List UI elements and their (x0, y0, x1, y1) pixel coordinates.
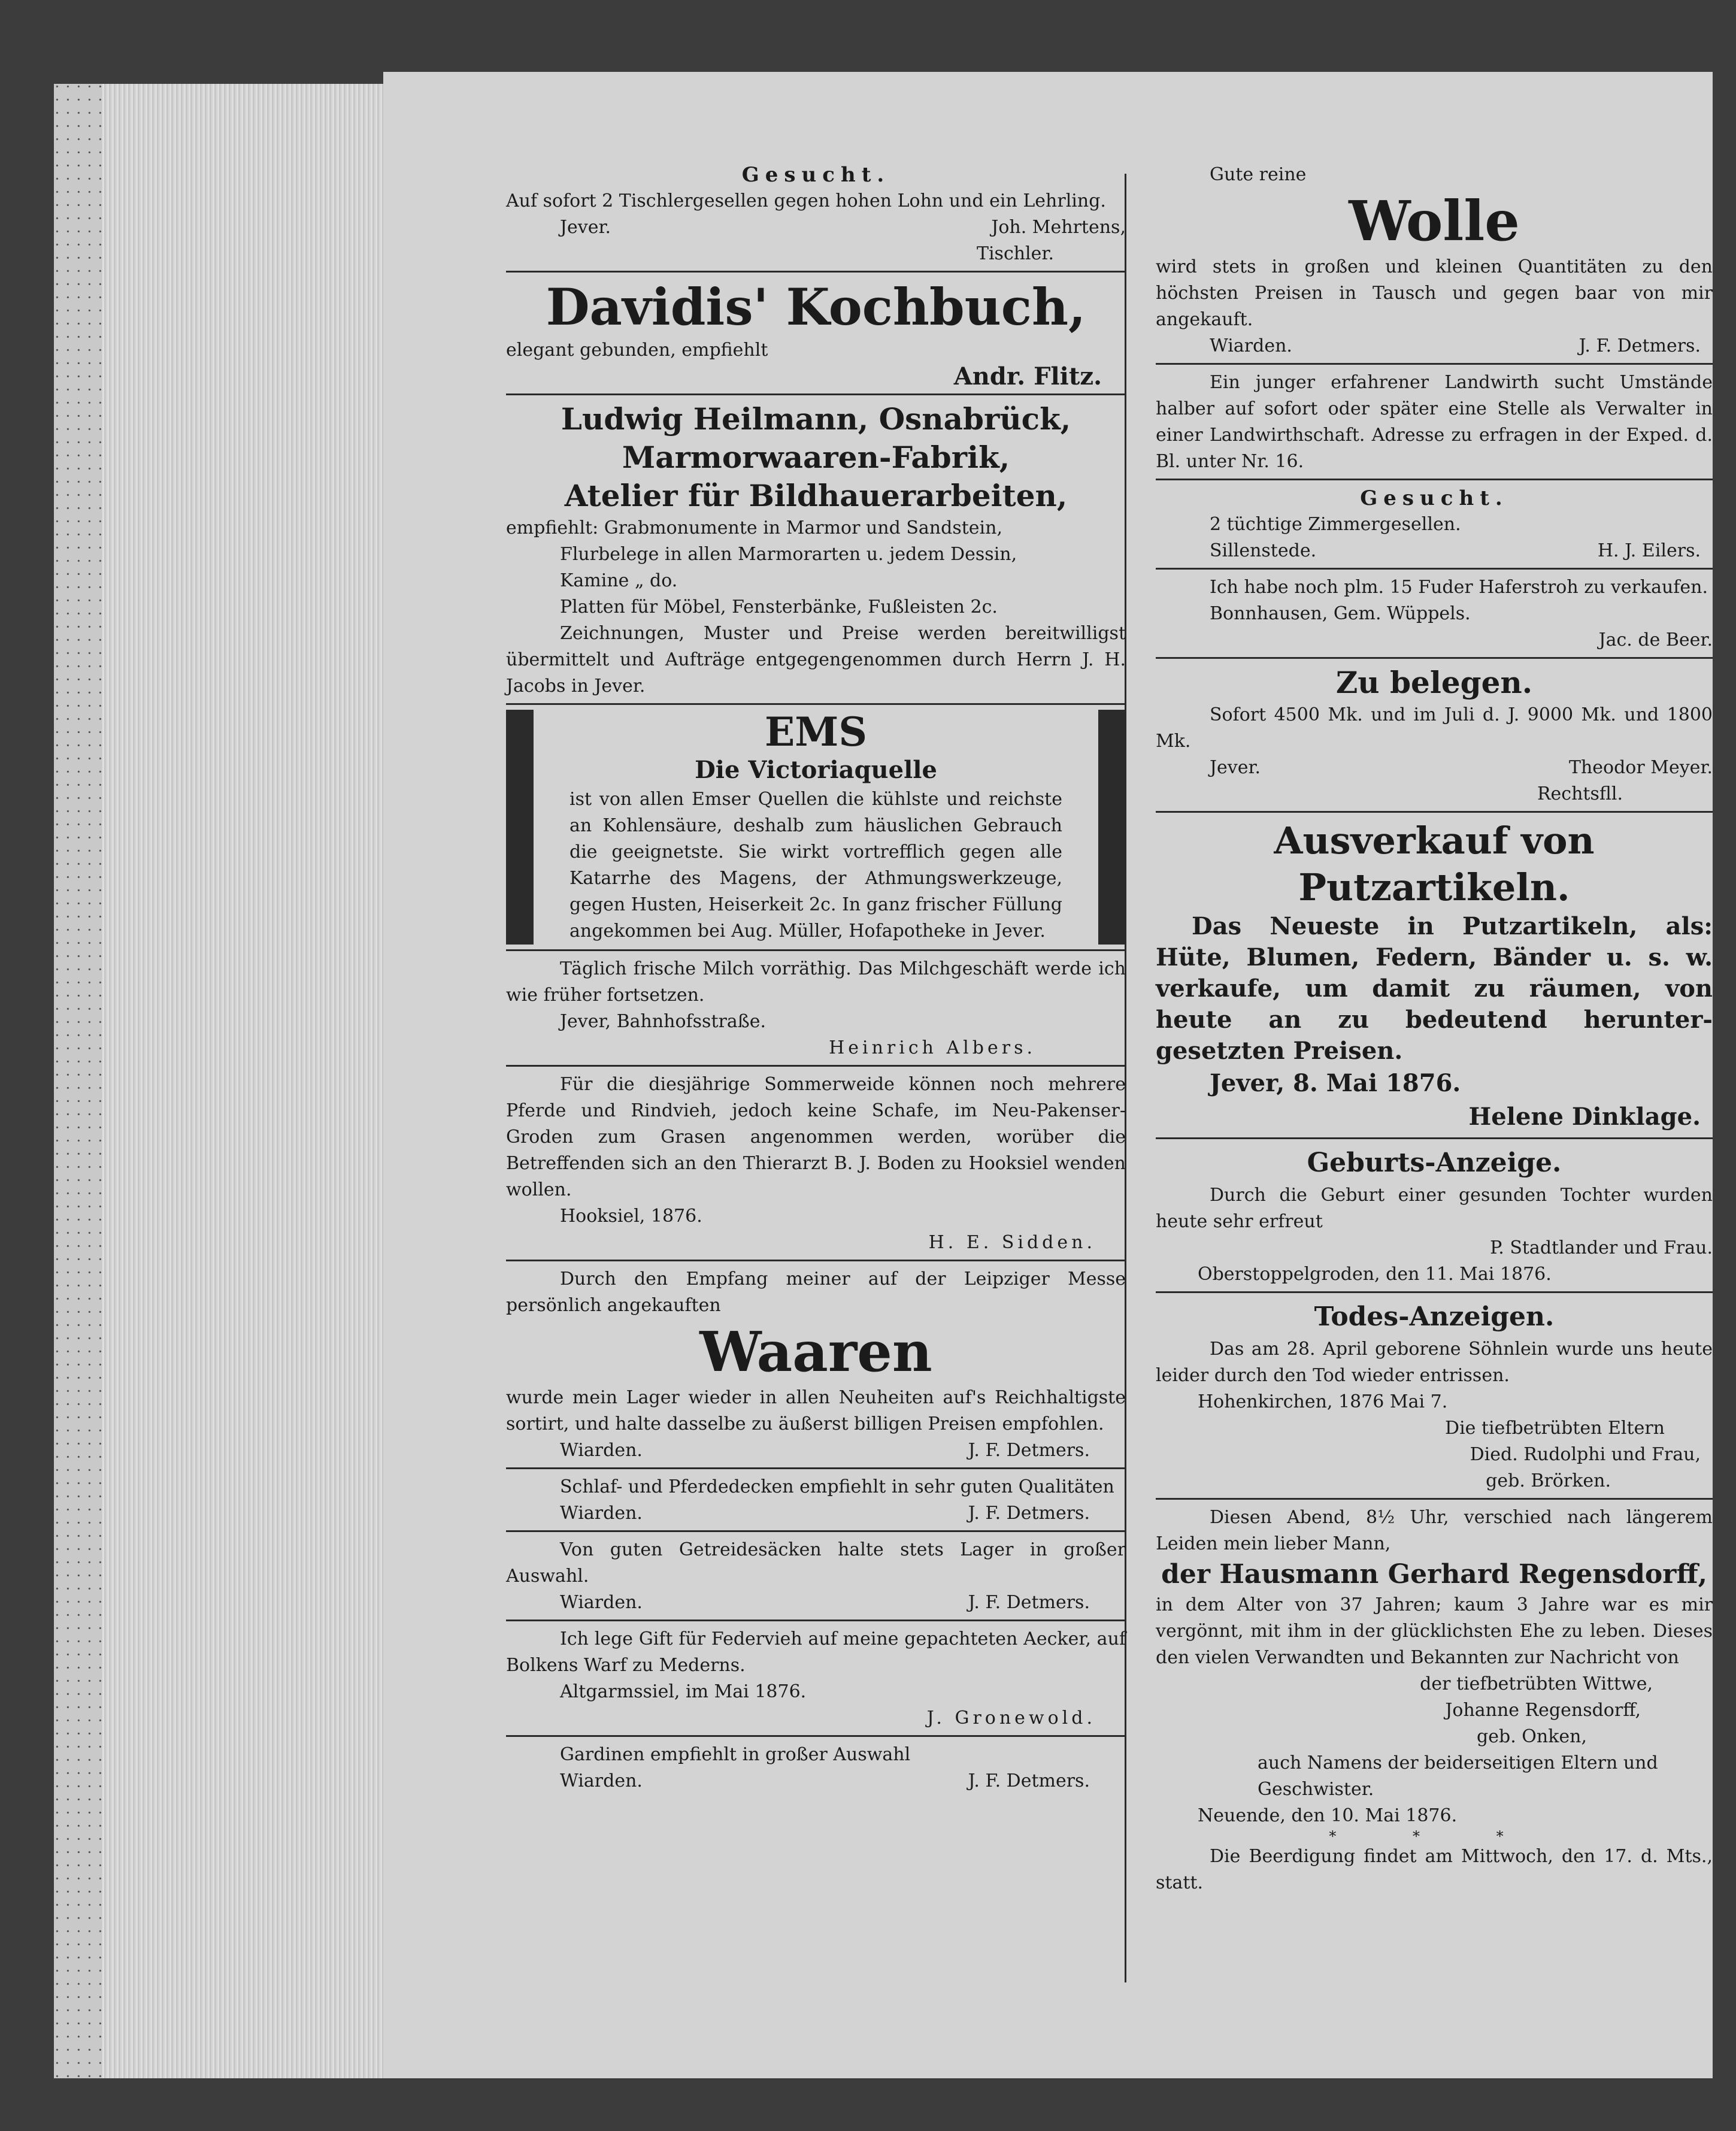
ad-heading: Geburts-Anzeige. (1307, 1148, 1562, 1178)
ad-wolle (1156, 162, 1713, 359)
divider (1156, 1137, 1713, 1139)
ad-signature: geb. Brörken. (1486, 1470, 1611, 1491)
ad-name: der Hausmann Gerhard Regensdorff, (1161, 1559, 1707, 1590)
ad-place: Bonnhausen, Gem. Wüppels. (1210, 603, 1471, 624)
ad-text: Ich habe noch plm. 15 Fuder Haferstroh zu verkaufen. (1210, 577, 1708, 598)
right-column (1156, 162, 1713, 1896)
ad-text: 2 tüchtige Zimmergesellen. (1210, 514, 1461, 535)
divider (506, 1735, 1126, 1737)
ad-ems-victoriaquelle (506, 710, 1126, 945)
ad-waaren (506, 1266, 1126, 1464)
ad-signature-title: Tischler. (976, 243, 1054, 264)
ad-text: Platten für Möbel, Fensterbänke, Fußleisten 2c. (560, 597, 998, 617)
ad-signature: Johanne Regensdorff, (1445, 1700, 1641, 1721)
ad-text: wurde mein Lager wieder in allen Neuheiten auf's Reichhaltigste sortirt, und halte dasselbe zu äußerst billigen Preisen empfohlen. (506, 1387, 1126, 1434)
ad-text: Diesen Abend, 8½ Uhr, verschied nach längerem Leiden mein lieber Mann, (1156, 1507, 1713, 1554)
ad-text: Kamine „ do. (560, 570, 678, 591)
ad-place: Wiarden. (1210, 335, 1292, 356)
ad-gardinen (506, 1742, 1126, 1794)
divider (506, 1467, 1126, 1469)
ad-signature: J. F. Detmers. (968, 1770, 1090, 1791)
ad-signature: Helene Dinklage. (1468, 1103, 1701, 1131)
ad-footer (506, 1768, 1126, 1794)
ad-title-line-1: Ludwig Heilmann, Osnabrück, (561, 401, 1071, 437)
ad-signature: der tiefbetrübten Wittwe, (1420, 1673, 1653, 1694)
ad-date: Hohenkirchen, 1876 Mai 7. (1198, 1391, 1448, 1412)
newspaper-page (383, 72, 1713, 2078)
ad-gift (506, 1626, 1126, 1732)
ad-footer (1156, 755, 1713, 781)
divider (1156, 1291, 1713, 1293)
ad-signature: P. Stadtlander und Frau. (1490, 1237, 1713, 1258)
ad-sommerweide (506, 1071, 1126, 1256)
ad-zu-belegen (1156, 664, 1713, 807)
ad-text: Schlaf- und Pferdedecken empfiehlt in sehr guten Qualitäten (560, 1476, 1114, 1497)
ad-geburts-anzeige (1156, 1144, 1713, 1288)
ad-heading: Gesucht. (1360, 486, 1508, 510)
divider (506, 1065, 1126, 1067)
ad-heading: Zu belegen. (1335, 665, 1533, 700)
divider (506, 949, 1126, 951)
ad-signature: J. Gronewold. (926, 1708, 1096, 1729)
ad-text: Gardinen empfiehlt in großer Auswahl (560, 1744, 911, 1765)
ad-text: Ich lege Gift für Federvieh auf meine gepachteten Aecker, auf Bolkens Warf zu Mederns. (506, 1628, 1126, 1676)
ad-todes-anzeigen (1156, 1298, 1713, 1494)
ad-title-line-3: Atelier für Bildhauerarbeiten, (564, 478, 1068, 513)
ad-text: empfiehlt: Grabmonumente in Marmor und Sandstein, (506, 517, 1002, 538)
ad-decken (506, 1474, 1126, 1527)
divider (506, 393, 1126, 395)
ad-place: Hooksiel, 1876. (560, 1206, 702, 1227)
ad-heading: Todes-Anzeigen. (1314, 1301, 1555, 1332)
ad-pretitle: Gute reine (1210, 164, 1307, 185)
ad-signature: J. F. Detmers. (1579, 335, 1701, 356)
ad-milch (506, 956, 1126, 1061)
ad-signature: auch Namens der beiderseitigen Eltern und Geschwister. (1258, 1752, 1658, 1800)
ad-text: Durch die Geburt einer gesunden Tochter wurden heute sehr erfreut (1156, 1185, 1713, 1232)
ad-signature: Die tiefbetrübten Eltern (1445, 1418, 1665, 1439)
ad-footer (506, 1500, 1126, 1527)
ad-text: elegant gebunden, empfiehlt (506, 340, 768, 361)
ad-stars: * * * (1329, 1828, 1540, 1845)
ad-signature: Joh. Mehrtens, (991, 217, 1126, 238)
book-page-edges (54, 84, 413, 2078)
ad-date: Oberstoppelgroden, den 11. Mai 1876. (1198, 1264, 1552, 1285)
ad-place: Wiarden. (560, 1503, 643, 1524)
ad-text: Von guten Getreidesäcken halte stets Lager in großer Auswahl. (506, 1539, 1126, 1587)
divider (1156, 811, 1713, 813)
ad-title: Davidis' Kochbuch, (546, 277, 1086, 337)
ad-subtitle: Die Victoriaquelle (695, 756, 937, 784)
ad-signature: Theodor Meyer. (1568, 757, 1713, 778)
ad-text: Täglich frische Milch vorräthig. Das Milchgeschäft werde ich wie früher fortsetzen. (506, 958, 1126, 1006)
ad-text: Die Beerdigung findet am Mittwoch, den 17. d. Mts., statt. (1156, 1846, 1713, 1893)
ad-haferstroh (1156, 574, 1713, 653)
ad-title: Ausverkauf von Putzartikeln. (1274, 819, 1595, 909)
ad-landwirth (1156, 370, 1713, 475)
ad-title: EMS (764, 709, 868, 755)
ad-signature: H. J. Eilers. (1597, 540, 1701, 561)
ad-place: Altgarmssiel, im Mai 1876. (560, 1681, 807, 1702)
ad-heilmann (506, 400, 1126, 700)
ad-regensdorff (1156, 1505, 1713, 1896)
divider (506, 1260, 1126, 1261)
ad-date: Neuende, den 10. Mai 1876. (1198, 1805, 1458, 1826)
ad-signature: J. F. Detmers. (968, 1592, 1090, 1613)
ad-text: Das am 28. April geborene Söhnlein wurde uns heute leider durch den Tod wieder entrissen. (1156, 1339, 1713, 1386)
ad-text: Zeichnungen, Muster und Preise werden bereitwilligst übermittelt und Aufträge entgegengenommen durch Herrn J. H. Jacobs in Jever. (506, 623, 1126, 697)
ad-text: Für die diesjährige Sommerweide können noch mehrere Pferde und Rindvieh, jedoch keine Schafe, im Neu-Pakenser-Groden zum Grasen angenommen werden, worüber die Betreffenden sich an den Thierarzt B. J. Boden zu Hooksiel wenden wollen. (506, 1074, 1126, 1200)
divider (1156, 657, 1713, 659)
ad-putzartikel (1156, 818, 1713, 1134)
ad-signature-title: Rechtsfll. (1537, 783, 1623, 804)
ad-place: Jever. (560, 217, 611, 238)
ad-footer (506, 1437, 1126, 1464)
ad-place: Jever, Bahnhofsstraße. (560, 1011, 766, 1032)
ad-place: Wiarden. (560, 1770, 643, 1791)
divider (506, 703, 1126, 705)
ad-signature: Heinrich Albers. (829, 1037, 1036, 1058)
ad-text: Auf sofort 2 Tischlergesellen gegen hohen Lohn und ein Lehrling. (506, 190, 1106, 211)
ad-getreidesaecke (506, 1537, 1126, 1616)
ad-footer (506, 1590, 1126, 1616)
ad-gesucht-zimmergesellen (1156, 485, 1713, 564)
divider (506, 1530, 1126, 1532)
ad-signature: H. E. Sidden. (928, 1232, 1096, 1253)
ad-text: Ein junger erfahrener Landwirth sucht Umstände halber auf sofort oder später eine Stelle als Verwalter in einer Landwirthschaft. Adresse zu erfragen in der Exped. d. Bl. unter Nr. 16. (1156, 372, 1713, 472)
ad-place: Sillenstede. (1210, 540, 1317, 561)
ad-intro: Durch den Empfang meiner auf der Leipziger Messe persönlich angekauften (506, 1269, 1126, 1316)
left-column (506, 162, 1126, 1794)
divider (1156, 363, 1713, 365)
ad-text: in dem Alter von 37 Jahren; kaum 3 Jahre war es mir vergönnt, mit ihm in der glücklichsten Ehe zu leben. Dieses den vielen Verwandten und Bekannten zur Nachricht von (1156, 1594, 1713, 1668)
ad-footer (506, 214, 1126, 241)
ad-place: Jever. (1210, 757, 1261, 778)
ad-title: Waaren (699, 1319, 932, 1384)
divider (1156, 479, 1713, 480)
ad-text: Das Neueste in Putzartikeln, als: Hüte, Blumen, Federn, Bänder u. s. w. verkaufe, um damit zu räumen, von heute an zu bedeutend heruntergesetzten Preisen. (1156, 912, 1713, 1065)
book-cover-edge (54, 84, 102, 2078)
ad-title: Wolle (1349, 189, 1520, 253)
ad-text: wird stets in großen und kleinen Quantitäten zu den höchsten Preisen in Tausch und gegen baar von mir angekauft. (1156, 256, 1713, 330)
ad-signature: J. F. Detmers. (968, 1440, 1090, 1461)
ad-heading: Gesucht. (741, 163, 890, 187)
divider (1156, 568, 1713, 570)
divider (506, 271, 1126, 273)
ad-text: Sofort 4500 Mk. und im Juli d. J. 9000 Mk. und 1800 Mk. (1156, 704, 1713, 752)
ad-footer (1156, 333, 1713, 359)
ad-date: Jever, 8. Mai 1876. (1210, 1069, 1461, 1097)
ad-footer (1156, 538, 1713, 564)
ad-text: Flurbelege in allen Marmorarten u. jedem Dessin, (560, 544, 1017, 565)
ad-signature: Andr. Flitz. (953, 362, 1102, 391)
ad-text: ist von allen Emser Quellen die kühlste und reichste an Kohlensäure, deshalb zum häuslichen Gebrauch die geeignetste. Sie wirkt vortrefflich gegen alle Katarrhe des Magens, der Athmungswerkzeuge, gegen Husten, Heiserkeit 2c. In ganz frischer Füllung angekommen bei Aug. Müller, Hofapotheke in Jever. (569, 789, 1062, 942)
ad-gesucht-tischler (506, 162, 1126, 267)
ad-place: Wiarden. (560, 1440, 643, 1461)
ad-title-line-2: Marmorwaaren-Fabrik, (622, 440, 1010, 475)
ad-signature: Died. Rudolphi und Frau, (1470, 1444, 1701, 1465)
ad-signature: geb. Onken, (1477, 1726, 1587, 1747)
divider (506, 1620, 1126, 1621)
ad-signature: Jac. de Beer. (1598, 629, 1713, 650)
ad-signature: J. F. Detmers. (968, 1503, 1090, 1524)
ad-davidis-kochbuch (506, 277, 1126, 390)
ad-place: Wiarden. (560, 1592, 643, 1613)
divider (1156, 1498, 1713, 1500)
